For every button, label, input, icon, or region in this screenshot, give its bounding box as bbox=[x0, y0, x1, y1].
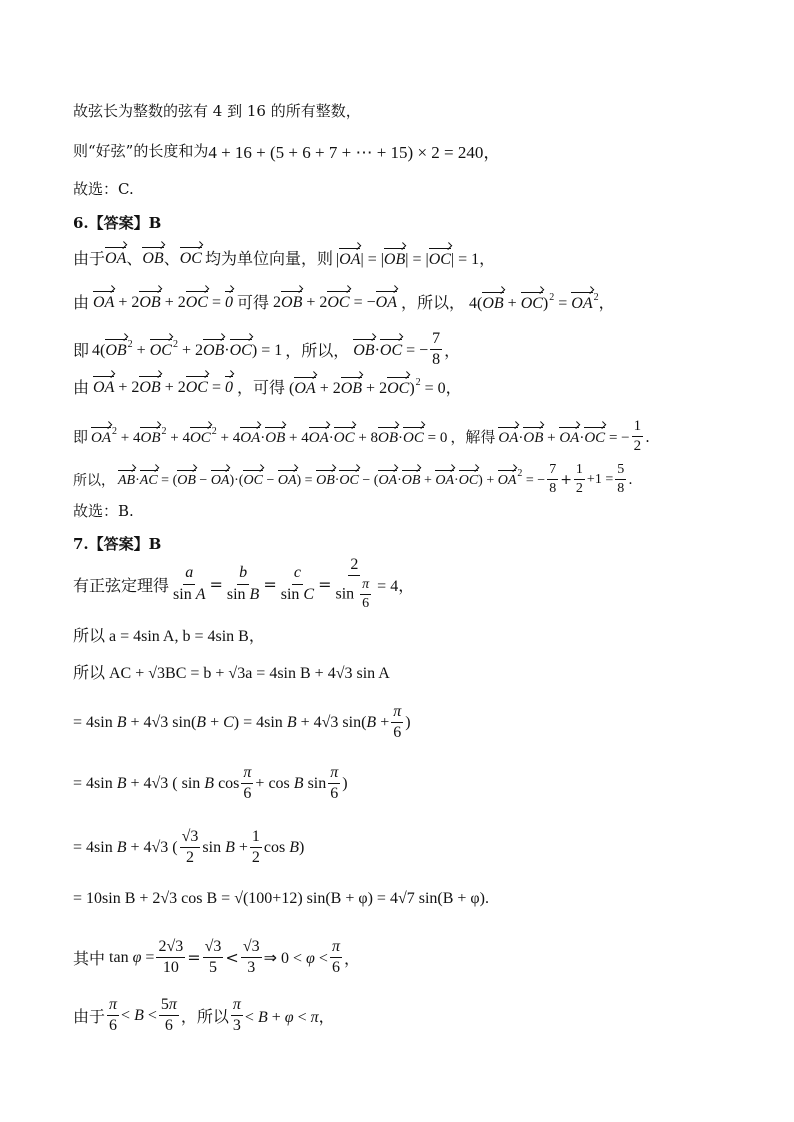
word: 其中 bbox=[73, 949, 106, 969]
text-line-2 bbox=[73, 138, 500, 163]
line-text: 则“好弦”的长度和为 bbox=[73, 142, 209, 160]
q7-line-3 bbox=[73, 660, 390, 683]
word: 即 bbox=[73, 341, 90, 361]
math-line: = 10sin B + 2√3 cos B = √(100+12) sin(B + φ) = 4√7 sin(B + φ). bbox=[73, 890, 489, 907]
q6-line-4: 由 OA + 2OB + 2OC = 0 ， 可得 (OA + 2OB + 2OC)$^2$ = 0， bbox=[73, 377, 462, 397]
q7-line-8: 其中 tan φ = $\frac{2√3}{10}$ = $\frac{√3}{5}$ < $\frac{√3}{3}$ ⇒ 0 < φ < $\frac{\pi}{6}$ ， bbox=[73, 938, 360, 977]
line-text: 故选：B. bbox=[73, 502, 134, 520]
vec-oc: OC bbox=[180, 247, 202, 268]
word: 由 bbox=[73, 293, 90, 312]
q7-line-5: = 4sin B + 4√3 ( sin B cos $\frac{\pi}{6}$ + cos B sin $\frac{\pi}{6}$ ) bbox=[73, 764, 348, 803]
word: ，解得 bbox=[450, 428, 496, 447]
word: 由 bbox=[73, 378, 90, 397]
word: 可得 bbox=[253, 378, 286, 397]
q6-line-2: 由 OA + 2OB + 2OC = 0 可得 2OB + 2OC = −OA ，所以， $4(OB + OC)^2 = OA^2$， bbox=[73, 292, 615, 312]
vec-oa: OA bbox=[105, 247, 126, 268]
math-line: 所以 a = 4sin A, b = 4sin B， bbox=[73, 628, 265, 645]
word: 由于 bbox=[73, 249, 106, 268]
word: ，所以， bbox=[285, 341, 350, 361]
q7-line-6: = 4sin B + 4√3 ( $\frac{√3}{2}$ sin B + $\frac{1}{2}$ cos B) bbox=[73, 828, 305, 867]
math-line: 所以 AC + √3BC = b + √3a = 4sin B + 4√3 sin A bbox=[73, 665, 390, 682]
word: 所以， bbox=[73, 472, 115, 489]
line-text: 6.【答案】B bbox=[73, 214, 162, 232]
fraction: $\frac{a}{\text{sin A}}$ bbox=[173, 564, 206, 603]
q7-line-1: 有正弦定理得 $\frac{a}{\text{sin A}}$ = $\frac{b}{\text{sin B}}$ = $\frac{c}{\text{sin C}}$ = 2 sin $\frac{\pi}{6}$ = 4， bbox=[73, 556, 415, 612]
q7-line-4: = 4sin B + 4√3 sin(B + C) = 4sin B + 4√3 sin(B + $\frac{\pi}{6}$ ) bbox=[73, 703, 411, 742]
word: 有正弦定理得 bbox=[73, 575, 170, 595]
vec-ob: OB bbox=[142, 247, 163, 268]
math-sum: 4 + 16 + (5 + 6 + 7 + ⋯ + 15) × 2 = 240， bbox=[208, 143, 501, 162]
word: 可得 bbox=[237, 293, 270, 312]
line-text: 故弦长为整数的弦有 4 到 16 的所有整数， bbox=[73, 102, 361, 120]
q7-line-7 bbox=[73, 890, 489, 908]
line-text: 故选：C. bbox=[73, 180, 134, 198]
q7-line-9: 由于 $\frac{\pi}{6}$ < B < $\frac{5\pi}{6}$ ，所以 $\frac{\pi}{3}$ < B + φ < π， bbox=[73, 996, 335, 1035]
text-line-1 bbox=[73, 100, 361, 121]
q6-line-6: 所以， $AB\cdot AC = (OB - OA)\cdot(OC - OA) = OB\cdot OC - (OA\cdot OB + OA\cdot OC) + OA^2$ = − $\frac{7}{8}$ + $\frac{1}{2}$ +1 = $\frac{5}{8}$ . bbox=[73, 462, 633, 497]
word: 即 bbox=[73, 428, 89, 447]
text-line-3 bbox=[73, 178, 134, 199]
word: ，所以 bbox=[180, 1007, 229, 1027]
q6-line-1: 由于 OA 、 OB 、 OC 均为单位向量，则 |OA| = |OB| = |OC| = 1， bbox=[73, 246, 495, 269]
q6-conclusion bbox=[73, 500, 134, 521]
q7-line-2 bbox=[73, 623, 265, 646]
answer-6-header bbox=[73, 212, 161, 233]
answer-7-header bbox=[73, 533, 161, 554]
line-text: 7.【答案】B bbox=[73, 535, 162, 553]
word: 均为单位向量，则 bbox=[204, 249, 333, 268]
word: ，所以， bbox=[400, 293, 465, 312]
q6-line-3: 即 $4(OB^2 + OC^2 + 2OB\cdot OC) = 1$ ，所以， OB·OC = − $\frac{7}{8}$ ， bbox=[73, 330, 461, 369]
q6-line-5: 即 $OA^2 + 4OB^2 + 4OC^2 + 4OA\cdot OB + 4OA\cdot OC + 8OB\cdot OC = 0$ ，解得 OA·OB + OA·OC = − $\frac{1}{2}$ . bbox=[73, 418, 650, 455]
word: 由于 bbox=[73, 1007, 106, 1027]
fraction: $\frac{7}{8}$ bbox=[432, 330, 441, 369]
